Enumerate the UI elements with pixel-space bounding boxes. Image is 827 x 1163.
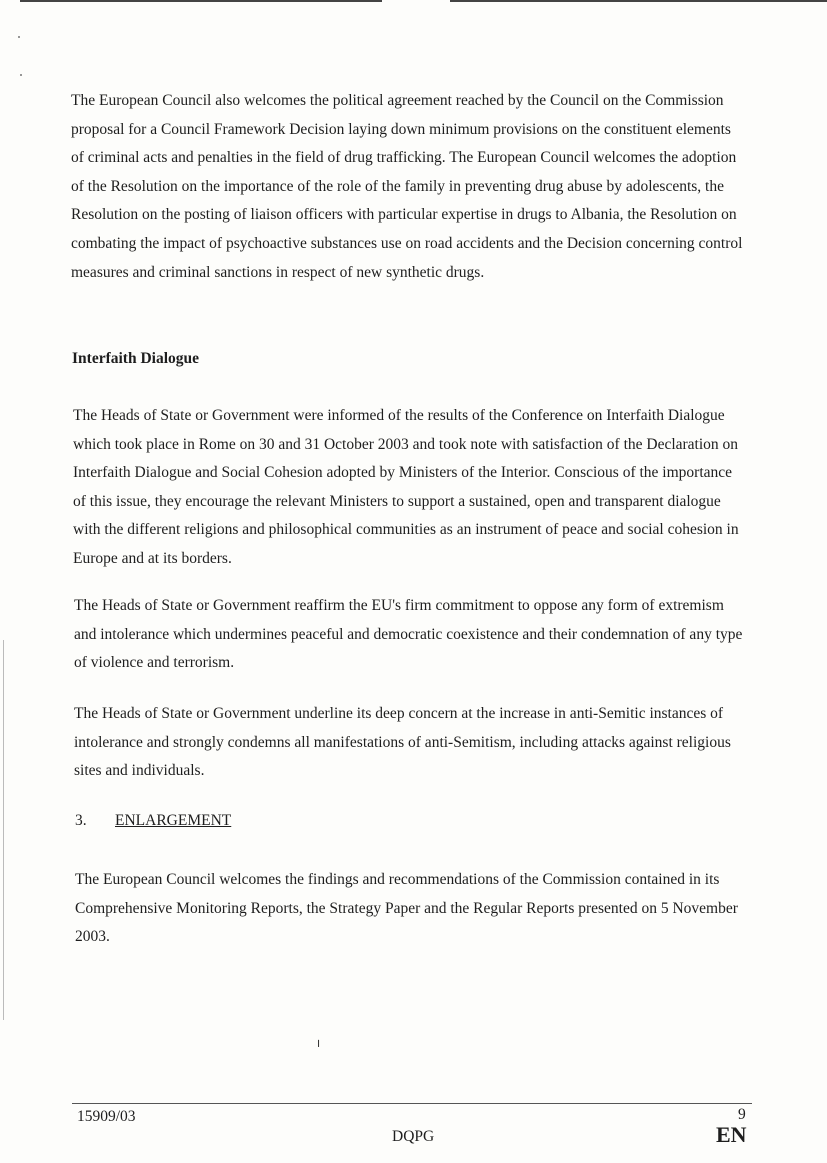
top-rule-left (20, 0, 382, 2)
paragraph-extremism: The Heads of State or Government reaffirm the EU's firm commitment to oppose any form of extremism and intolerance which undermines peaceful and democratic coexistence and their condemnation of any type of violence and terrorism. (74, 597, 743, 672)
language-code: EN (716, 1122, 747, 1147)
scan-speck (18, 36, 20, 38)
department-code: DQPG (392, 1128, 435, 1145)
paragraph-interfaith-conference: The Heads of State or Government were informed of the results of the Conference on Interfaith Dialogue which took place in Rome on 30 and 31 October 2003 and took note with satisfaction of the Declaration on Interfaith Dialogue and Social Cohesion adopted by Ministers of the Interior. Conscious of the importance of this issue, they encourage the relevant Ministers to support a sustained, open and transparent dialogue with the different religions and philosophical communities as an instrument of peace and social cohesion in Europe and at its borders. (73, 407, 739, 567)
page-number: 9 (738, 1106, 746, 1123)
section-title: ENLARGEMENT (115, 812, 232, 829)
scan-edge (3, 640, 4, 1020)
section-number: 3. (75, 812, 87, 829)
section-heading-enlargement (75, 812, 231, 830)
paragraph-drug-trafficking: The European Council also welcomes the political agreement reached by the Council on the Commission proposal for a Council Framework Decision laying down minimum provisions on the constituent elements of criminal acts and penalties in the field of drug trafficking. The European Council welcomes the adoption of the Resolution on the importance of the role of the family in preventing drug abuse by adolescents, the Resolution on the posting of liaison officers with particular expertise in drugs to Albania, the Resolution on combating the impact of psychoactive substances use on road accidents and the Decision concerning control measures and criminal sanctions in respect of new synthetic drugs. (71, 92, 743, 281)
top-rule-right (450, 0, 827, 2)
heading-interfaith-dialogue: Interfaith Dialogue (72, 350, 200, 367)
paragraph-anti-semitism: The Heads of State or Government underline its deep concern at the increase in anti-Semitic instances of intolerance and strongly condemns all manifestations of anti-Semitism, including attacks against religious sites and individuals. (74, 705, 731, 780)
document-number: 15909/03 (77, 1108, 136, 1125)
scan-mark: ╵ (315, 1040, 323, 1054)
paragraph-enlargement: The European Council welcomes the findings and recommendations of the Commission contained in its Comprehensive Monitoring Reports, the Strategy Paper and the Regular Reports presented on 5 November 2003. (75, 871, 738, 946)
footer-rule (72, 1103, 752, 1104)
scan-speck (20, 74, 22, 76)
